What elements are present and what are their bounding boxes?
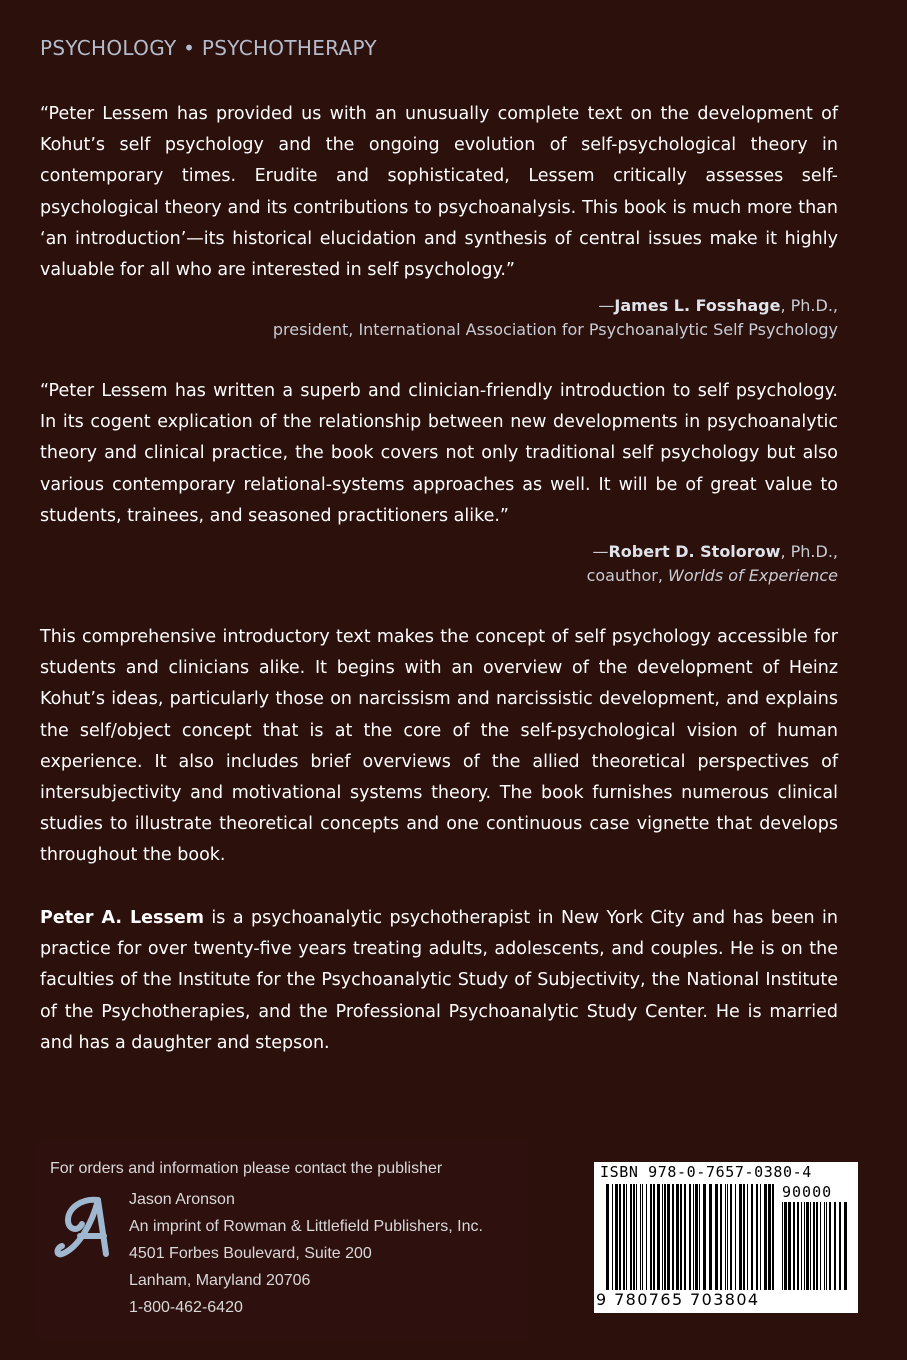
review-2-attribution bbox=[138, 540, 838, 588]
barcode-bar bbox=[606, 1184, 609, 1290]
barcode-bar bbox=[640, 1184, 641, 1290]
barcode-bar bbox=[747, 1184, 748, 1290]
barcode-bar bbox=[806, 1202, 809, 1290]
barcode-bar bbox=[813, 1202, 815, 1290]
barcode-bar bbox=[715, 1184, 718, 1290]
publisher-address bbox=[129, 1186, 483, 1321]
review-1-name: James L. Fosshage bbox=[614, 296, 781, 315]
author-bio-name: Peter A. Lessem bbox=[40, 908, 204, 928]
publisher-phone: 1-800-462-6420 bbox=[129, 1299, 243, 1316]
order-info-panel bbox=[34, 1142, 528, 1338]
barcode-bar bbox=[743, 1184, 745, 1290]
barcode-bar bbox=[801, 1202, 802, 1290]
order-heading: For orders and information please contact the publisher bbox=[50, 1160, 443, 1177]
price-code: 90000 bbox=[782, 1183, 833, 1201]
barcode-bar bbox=[615, 1184, 618, 1290]
review-1-credential: , Ph.D., bbox=[780, 296, 838, 315]
barcode-bar bbox=[810, 1202, 811, 1290]
barcode-bar bbox=[720, 1184, 722, 1290]
barcode-bar bbox=[646, 1184, 647, 1290]
barcode-bar bbox=[636, 1184, 637, 1290]
publisher-line: Lanham, Maryland 20706 bbox=[129, 1272, 311, 1289]
review-2-role-prefix: coauthor, bbox=[586, 566, 669, 585]
barcode-bar bbox=[739, 1184, 742, 1290]
barcode-bar bbox=[760, 1184, 761, 1290]
author-bio bbox=[40, 903, 838, 1059]
barcode-bar bbox=[730, 1184, 732, 1290]
barcode-bar bbox=[693, 1184, 694, 1290]
barcode-bar bbox=[672, 1184, 674, 1290]
barcode-bar bbox=[699, 1184, 700, 1290]
review-1-quote: “Peter Lessem has provided us with an unusually complete text on the development of Kohut’s self psychology and the ongoing evolution of self-psychological theory in contemporary times. Erudite and sophisticated, Lessem critically assesses self-psychological theory and its contributions to psychoanalysis. This book is much more than ‘an introduction’—its historical elucidation and synthesis of central issues make it highly valuable for all who are interested in self psychology.” bbox=[40, 104, 838, 281]
barcode-bar bbox=[772, 1184, 774, 1290]
barcode-bar bbox=[662, 1184, 663, 1290]
ean-digits: 9 780765 703804 bbox=[596, 1290, 760, 1309]
barcode-bar bbox=[695, 1184, 698, 1290]
author-bio-text: is a psychoanalytic psychotherapist in New York City and has been in practice for over twenty-five years treating adults, adolescents, and couples. He is on the faculties of the Institute for the Psychoanalytic Study of Subjectivity, the National Institute of the Psychotherapies, and the Professional Psychoanalytic Study Center. He is married and has a daughter and stepson. bbox=[40, 908, 838, 1053]
barcode-bar bbox=[804, 1202, 805, 1290]
review-2-credential: , Ph.D., bbox=[780, 542, 838, 561]
barcode-bar bbox=[653, 1184, 655, 1290]
publisher-line: 4501 Forbes Boulevard, Suite 200 bbox=[129, 1245, 372, 1262]
jason-aronson-ja-logo-icon bbox=[52, 1194, 112, 1262]
barcode-bar bbox=[725, 1184, 726, 1290]
barcode-bar bbox=[633, 1184, 635, 1290]
barcode-bar bbox=[680, 1184, 682, 1290]
barcode-bar bbox=[784, 1202, 787, 1290]
barcode-bar bbox=[630, 1184, 632, 1290]
review-1-role: president, International Association for Psychoanalytic Self Psychology bbox=[272, 320, 838, 339]
barcode-bar bbox=[684, 1184, 686, 1290]
barcode-bar bbox=[667, 1184, 670, 1290]
barcode-bar bbox=[797, 1202, 799, 1290]
publisher-line: An imprint of Rowman & Littlefield Publishers, Inc. bbox=[129, 1218, 483, 1235]
barcode-bar bbox=[619, 1184, 621, 1290]
barcode-bar bbox=[735, 1184, 736, 1290]
review-2-role-title: Worlds of Experience bbox=[668, 566, 838, 585]
barcode-bar bbox=[703, 1184, 706, 1290]
barcode-bar bbox=[642, 1184, 643, 1290]
publisher-line: Jason Aronson bbox=[129, 1191, 235, 1208]
review-1-attribution bbox=[138, 294, 838, 342]
isbn-label: ISBN 978-0-7657-0380-4 bbox=[600, 1163, 812, 1181]
barcode-bar bbox=[768, 1184, 771, 1290]
barcode-bar bbox=[834, 1202, 836, 1290]
addon-barcode-bars bbox=[782, 1202, 848, 1290]
barcode-bar bbox=[788, 1202, 791, 1290]
review-1-dash: — bbox=[598, 296, 615, 315]
barcode-bar bbox=[829, 1202, 831, 1290]
review-2-quote: “Peter Lessem has written a superb and clinician-friendly introduction to self psychology. In its cogent explication of the relationship between new developments in psychoanalytic theory and clinical practice, the book covers not only traditional self psychology but also various contemporary relational-systems approaches as well. It will be of great value to students, trainees, and seasoned practitioners alike.” bbox=[40, 381, 838, 526]
barcode-bar bbox=[664, 1184, 666, 1290]
barcode-bar bbox=[820, 1202, 821, 1290]
barcode-bar bbox=[824, 1202, 825, 1290]
isbn-barcode bbox=[594, 1162, 858, 1313]
barcode-bar bbox=[727, 1184, 728, 1290]
barcode-bar bbox=[676, 1184, 679, 1290]
barcode-bar bbox=[826, 1202, 827, 1290]
barcode-bar bbox=[782, 1202, 783, 1290]
barcode-bar bbox=[764, 1184, 767, 1290]
barcode-bar bbox=[756, 1184, 758, 1290]
barcode-bar bbox=[751, 1184, 753, 1290]
review-2-name: Robert D. Stolorow bbox=[608, 542, 781, 561]
review-2-dash: — bbox=[592, 542, 609, 561]
barcode-bar bbox=[816, 1202, 818, 1290]
ean-barcode-bars bbox=[606, 1184, 776, 1290]
barcode-bar bbox=[844, 1202, 847, 1290]
barcode-bar bbox=[650, 1184, 652, 1290]
barcode-bar bbox=[839, 1202, 841, 1290]
barcode-bar bbox=[612, 1184, 613, 1290]
barcode-bar bbox=[626, 1184, 627, 1290]
barcode-bar bbox=[793, 1202, 795, 1290]
category-label: PSYCHOLOGY • PSYCHOTHERAPY bbox=[40, 36, 377, 60]
barcode-bar bbox=[657, 1184, 660, 1290]
barcode-bar bbox=[709, 1184, 712, 1290]
book-description: This comprehensive introductory text makes the concept of self psychology accessible for students and clinicians alike. It begins with an overview of the development of Heinz Kohut’s ideas, particularly those on narcissism and narcissistic development, and explains the self/object concept that is at the core of the self-psychological vision of human experience. It also includes brief overviews of the allied theoretical perspectives of intersubjectivity and motivational systems theory. The book furnishes numerous clinical studies to illustrate theoretical concepts and one continuous case vignette that develops throughout the book. bbox=[40, 627, 838, 866]
barcode-bar bbox=[689, 1184, 691, 1290]
barcode-bar bbox=[623, 1184, 625, 1290]
